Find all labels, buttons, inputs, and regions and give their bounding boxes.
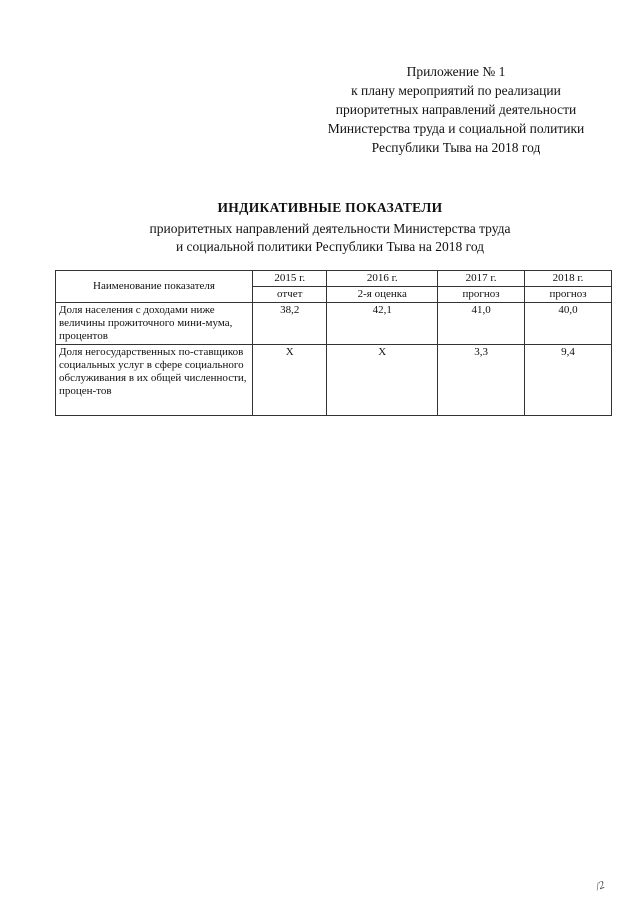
- document-subtitle: [40, 220, 620, 256]
- estimate-type-header: прогноз: [438, 287, 525, 303]
- estimate-type-header: 2-я оценка: [327, 287, 438, 303]
- estimate-type-header: отчет: [253, 287, 327, 303]
- appendix-line: к плану мероприятий по реализации: [351, 83, 561, 98]
- subtitle-line: и социальной политики Республики Тыва на 2018 год: [175, 239, 485, 254]
- indicator-name: Доля негосударственных по-ставщиков социальных услуг в сфере социального обслуживания в их общей численности, процен-тов: [56, 345, 253, 416]
- page-mark: /2: [594, 878, 607, 894]
- table-row: [56, 345, 612, 416]
- indicator-name-header: Наименование показателя: [56, 271, 253, 303]
- indicator-value: 42,1: [327, 303, 438, 345]
- estimate-type-header: прогноз: [525, 287, 612, 303]
- document-title: ИНДИКАТИВНЫЕ ПОКАЗАТЕЛИ: [217, 200, 443, 215]
- indicator-value: Х: [253, 345, 327, 416]
- appendix-line: Приложение № 1: [406, 64, 506, 79]
- year-header: 2015 г.: [253, 271, 327, 287]
- year-header: 2017 г.: [438, 271, 525, 287]
- indicator-value: 38,2: [253, 303, 327, 345]
- appendix-line: Республики Тыва на 2018 год: [371, 140, 541, 155]
- appendix-block: [300, 62, 612, 157]
- indicators-table: [55, 270, 612, 416]
- appendix-line: приоритетных направлений деятельности: [335, 102, 577, 117]
- indicator-value: 9,4: [525, 345, 612, 416]
- indicator-value: Х: [327, 345, 438, 416]
- indicator-name: Доля населения с доходами ниже величины прожиточного мини-мума, процентов: [56, 303, 253, 345]
- indicator-value: 40,0: [525, 303, 612, 345]
- appendix-line: Министерства труда и социальной политики: [327, 121, 585, 136]
- indicator-value: 41,0: [438, 303, 525, 345]
- year-header: 2016 г.: [327, 271, 438, 287]
- table-row: [56, 303, 612, 345]
- year-header: 2018 г.: [525, 271, 612, 287]
- indicator-value: 3,3: [438, 345, 525, 416]
- subtitle-line: приоритетных направлений деятельности Министерства труда: [149, 221, 511, 236]
